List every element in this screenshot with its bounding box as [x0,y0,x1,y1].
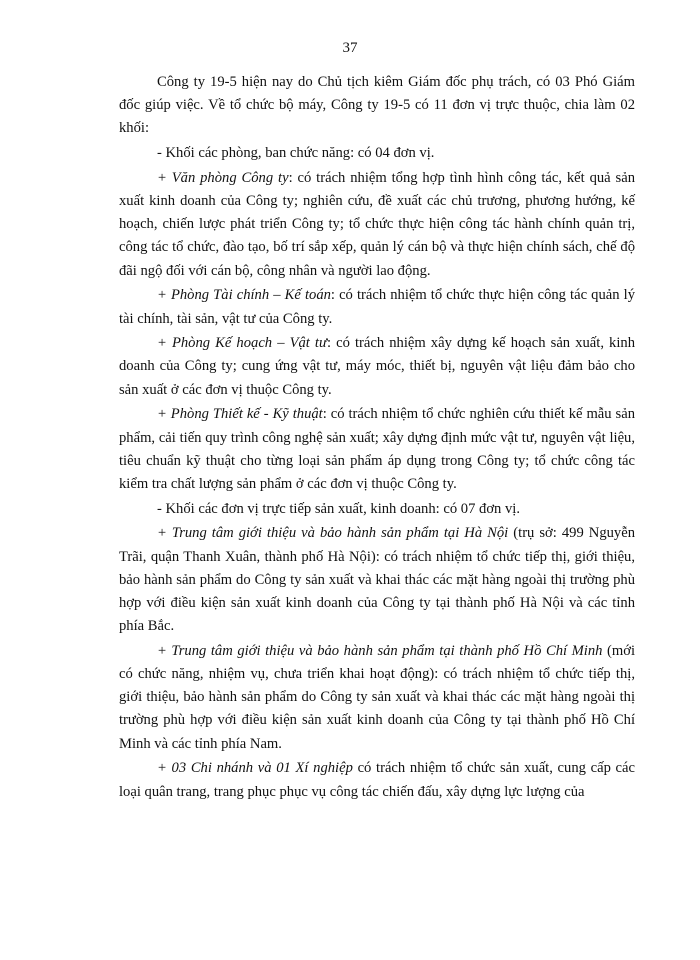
paragraph [119,332,635,402]
paragraph-text: Công ty 19-5 hiện nay do Chủ tịch kiêm Giám đốc phụ trách, có 03 Phó Giám đốc giúp việc. Về tổ chức bộ máy, Công ty 19-5 có 11 đơn vị trực thuộc, chia làm 02 khối: [119,74,635,137]
paragraph [119,640,635,756]
document-body [119,71,635,805]
paragraph [119,522,635,638]
paragraph [119,284,635,330]
paragraph [119,142,635,165]
paragraph [119,498,635,521]
paragraph-text: : có trách nhiệm tổ chức nghiên cứu thiết kế mẫu sản phẩm, cải tiến quy trình công nghệ sản xuất; xây dựng định mức vật tư, nguyên vật liệu, tiêu chuẩn kỹ thuật cho từng loại sản phẩm áp dụng trong Công ty; tổ chức công tác kiểm tra chất lượng sản phẩm ở các đơn vị thuộc Công ty. [119,406,635,492]
paragraph-text: - Khối các đơn vị trực tiếp sản xuất, kinh doanh: có 07 đơn vị. [157,500,520,517]
paragraph [119,403,635,496]
paragraph [119,71,635,141]
paragraph-text: : có trách nhiệm tổng hợp tình hình công tác, kết quả sản xuất kinh doanh của Công ty; nghiên cứu, đề xuất các chủ trương, phương hướng, kế hoạch, chiến lược phát triển Công ty; tổ chức thực hiện công tác hành chính quản trị, công tác tổ chức, đào tạo, bố trí sắp xếp, quản lý cán bộ và thực hiện chính sách, chế độ đãi ngộ đối với cán bộ, công nhân và người lao động. [119,169,635,279]
paragraph-label: + Phòng Kế hoạch – Vật tư [157,335,327,352]
paragraph-label: + Phòng Thiết kế - Kỹ thuật [157,406,323,423]
paragraph-text: : có trách nhiệm tổ chức thực hiện công tác quản lý tài chính, tài sản, vật tư của Công ty. [119,287,635,327]
paragraph-label: + 03 Chi nhánh và 01 Xí nghiệp [157,760,353,777]
paragraph [119,167,635,283]
paragraph-text: : có trách nhiệm xây dựng kế hoạch sản xuất, kinh doanh của Công ty; cung ứng vật tư, máy móc, thiết bị, nguyên vật liệu đảm bảo cho sản xuất ở các đơn vị thuộc Công ty. [119,335,635,398]
paragraph [119,757,635,803]
paragraph-label: + Phòng Tài chính – Kế toán [157,287,331,304]
paragraph-label: + Văn phòng Công ty [157,169,289,186]
paragraph-text: (mới có chức năng, nhiệm vụ, chưa triển khai hoạt động): có trách nhiệm tổ chức tiếp thị, giới thiệu, bảo hành sản phẩm do Công ty sản xuất và khai thác các mặt hàng ngoài thị trường phù hợp với điều kiện sản xuất kinh doanh của Công ty tại thành phố Hồ Chí Minh và các tỉnh phía Nam. [119,642,635,752]
paragraph-text: (trụ sở: 499 Nguyễn Trãi, quận Thanh Xuân, thành phố Hà Nội): có trách nhiệm tổ chức tiếp thị, giới thiệu, bảo hành sản phẩm do Công ty sản xuất và khai thác các mặt hàng ngoài thị trường phù hợp với điều kiện sản xuất kinh doanh của Công ty tại thành phố Hà Nội và các tỉnh phía Bắc. [119,525,635,635]
paragraph-text: - Khối các phòng, ban chức năng: có 04 đơn vị. [157,145,435,162]
paragraph-label: + Trung tâm giới thiệu và bảo hành sản phẩm tại Hà Nội [157,525,509,542]
paragraph-text: có trách nhiệm tổ chức sản xuất, cung cấp các loại quân trang, trang phục phục vụ công tác chiến đấu, xây dựng lực lượng của [119,760,635,800]
page-number: 37 [342,40,358,56]
paragraph-label: + Trung tâm giới thiệu và bảo hành sản phẩm tại thành phố Hồ Chí Minh [157,642,603,659]
